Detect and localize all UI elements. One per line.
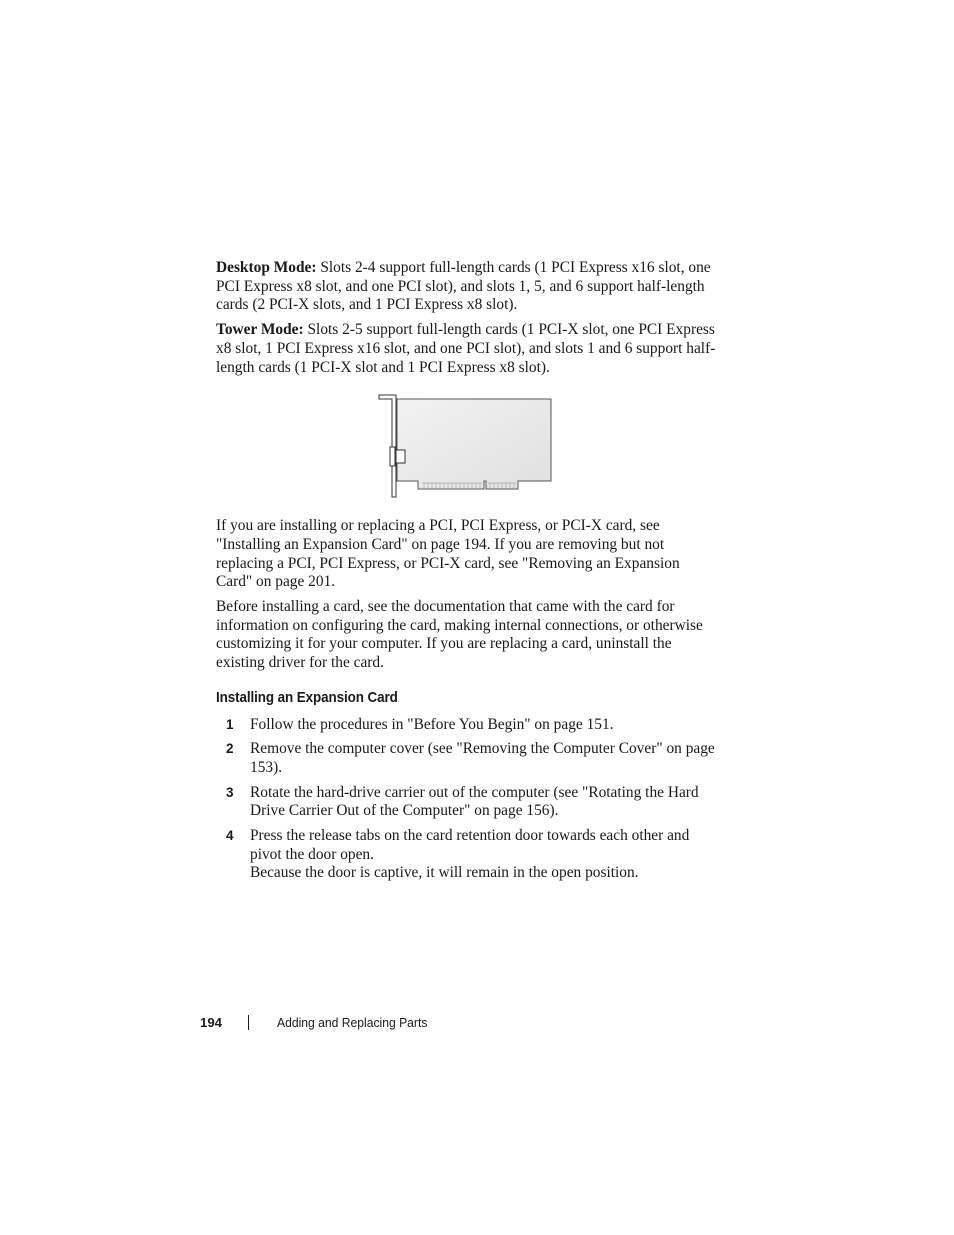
tower-mode-paragraph [216, 321, 716, 377]
step-text: Follow the procedures in "Before You Begin" on page 151. [250, 715, 614, 733]
step-text: Press the release tabs on the card retention door towards each other and pivot the door open. [250, 827, 690, 863]
step-item [216, 827, 716, 883]
step-number: 2 [226, 741, 234, 757]
step-item [216, 740, 716, 777]
step-text: Rotate the hard-drive carrier out of the computer (see "Rotating the Hard Drive Carrier Out of the Computer" on page 156). [250, 783, 699, 820]
footer-separator [248, 1015, 249, 1030]
page-content [216, 259, 716, 889]
install-reference-paragraph: If you are installing or replacing a PCI, PCI Express, or PCI-X card, see "Installing an Expansion Card" on page 194. If you are removing but not replacing a PCI, PCI Express, or PCI-X card, see "Removing an Expansion Card" on page 201. [216, 517, 680, 591]
expansion-card-illustration [216, 391, 716, 503]
step-number: 3 [226, 784, 234, 800]
step-number: 4 [226, 828, 234, 844]
step-item [216, 784, 716, 821]
tower-mode-text: Slots 2-5 support full-length cards (1 PCI-X slot, one PCI Express x8 slot, 1 PCI Express x16 slot, and one PCI slot), and slots 1 and 6 support half-length cards (1 PCI-X slot and 1 PCI Express x8 slot). [216, 321, 716, 376]
installation-steps [216, 716, 716, 884]
desktop-mode-paragraph [216, 259, 716, 315]
desktop-mode-label: Desktop Mode: [216, 259, 317, 276]
expansion-card-icon [376, 391, 556, 501]
tower-mode-label: Tower Mode: [216, 321, 304, 339]
documentation-paragraph: Before installing a card, see the documentation that came with the card for information on configuring the card, making internal connections, or otherwise customizing it for your computer. If you are replacing a card, uninstall the existing driver for the card. [216, 598, 703, 672]
chapter-title: Adding and Replacing Parts [277, 1015, 428, 1030]
step-item [216, 716, 716, 735]
page-number: 194 [200, 1015, 223, 1030]
step-text: Remove the computer cover (see "Removing the Computer Cover" on page 153). [250, 740, 715, 776]
desktop-mode-text: Slots 2-4 support full-length cards (1 PCI Express x16 slot, one PCI Express x8 slot, and one PCI slot), and slots 1, 5, and 6 support half-length cards (2 PCI-X slots, and 1 PCI Express x8 slot). [216, 259, 711, 314]
section-heading: Installing an Expansion Card [216, 689, 398, 706]
step-number: 1 [226, 716, 234, 732]
step-note: Because the door is captive, it will remain in the open position. [250, 864, 639, 882]
